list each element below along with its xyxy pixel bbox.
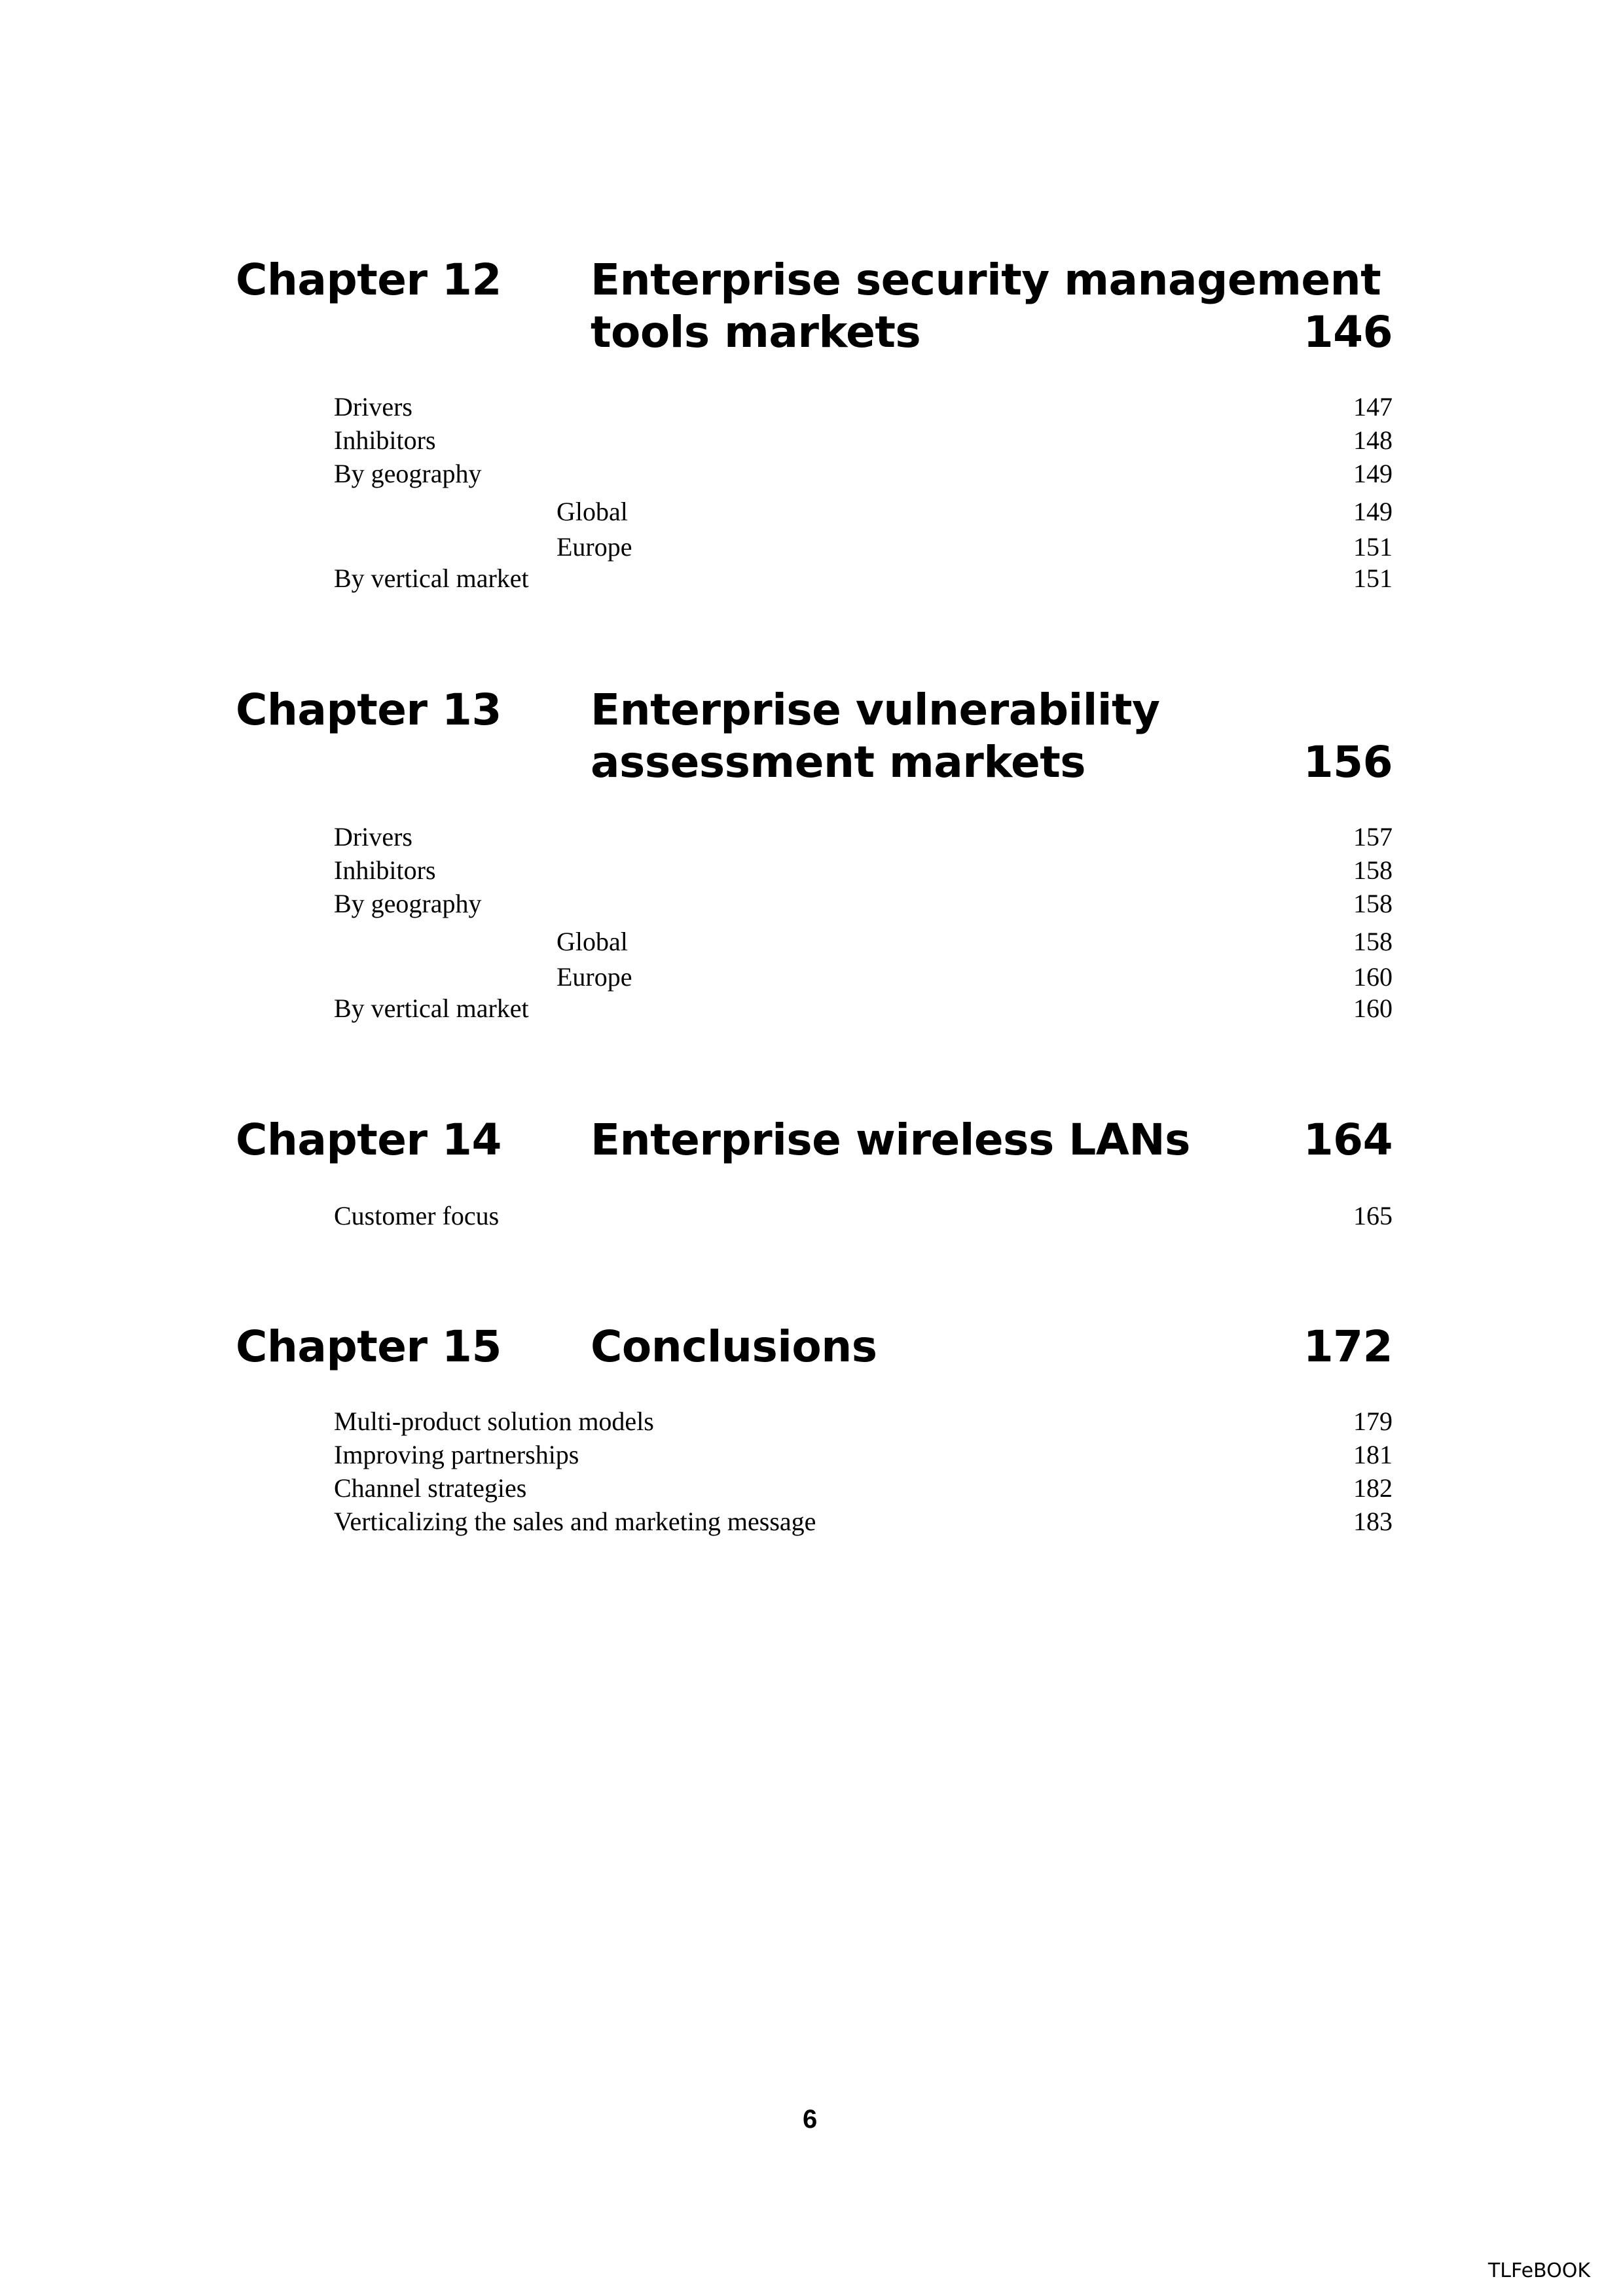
toc-entry-page: 181 [1353,1440,1393,1469]
toc-entry-page: 183 [1353,1507,1393,1536]
toc-entry-page: 158 [1353,927,1393,956]
toc-subentry: Global [556,497,628,526]
toc-entry-page: 149 [1353,459,1393,488]
chapter-12-title-line1: Enterprise security management [591,255,1381,305]
chapter-14-label: Chapter 14 [236,1115,501,1165]
chapter-14-page: 164 [1303,1115,1393,1165]
toc-entry: Drivers [334,392,412,422]
toc-entry: Improving partnerships [334,1440,579,1469]
watermark-text: TLFeBOOK [1487,2259,1590,2282]
toc-entry-page: 160 [1353,994,1393,1023]
chapter-13-label: Chapter 13 [236,685,501,735]
toc-entry-page: 160 [1353,962,1393,992]
chapter-15-label: Chapter 15 [236,1321,501,1372]
toc-entry-page: 158 [1353,889,1393,918]
toc-entry-page: 165 [1353,1201,1393,1230]
toc-entry: By geography [334,459,482,488]
toc-entry-page: 158 [1353,855,1393,885]
page-number: 6 [803,2105,818,2134]
toc-entry-page: 148 [1353,425,1393,455]
chapter-12-title-line2: tools markets [591,307,921,357]
toc-entry: By vertical market [334,564,529,593]
toc-subentry: Global [556,927,628,956]
toc-entry-page: 151 [1353,532,1393,562]
chapter-14-title: Enterprise wireless LANs [591,1115,1190,1165]
toc-entry: Customer focus [334,1201,500,1230]
toc-entry-page: 147 [1353,392,1393,422]
toc-subentry: Europe [556,532,632,562]
chapter-12-page: 146 [1303,307,1393,357]
toc-entry: Drivers [334,822,412,852]
toc-entry: By geography [334,889,482,918]
toc-entry-page: 157 [1353,822,1393,852]
toc-entry: Multi-product solution models [334,1407,654,1436]
chapter-15-page: 172 [1303,1321,1393,1372]
toc-entry: Verticalizing the sales and marketing message [334,1507,816,1536]
toc-entry-page: 179 [1353,1407,1393,1436]
toc-entry: Channel strategies [334,1473,527,1503]
toc-entry: Inhibitors [334,855,436,885]
chapter-13-page: 156 [1303,737,1393,787]
chapter-13-title-line2: assessment markets [591,737,1086,787]
chapter-15-title: Conclusions [591,1321,877,1372]
toc-entry-page: 151 [1353,564,1393,593]
chapter-12-label: Chapter 12 [236,255,501,305]
toc-entry: Inhibitors [334,425,436,455]
toc-subentry: Europe [556,962,632,992]
toc-entry-page: 149 [1353,497,1393,526]
chapter-13-title-line1: Enterprise vulnerability [591,685,1160,735]
toc-entry-page: 182 [1353,1473,1393,1503]
toc-entry: By vertical market [334,994,529,1023]
